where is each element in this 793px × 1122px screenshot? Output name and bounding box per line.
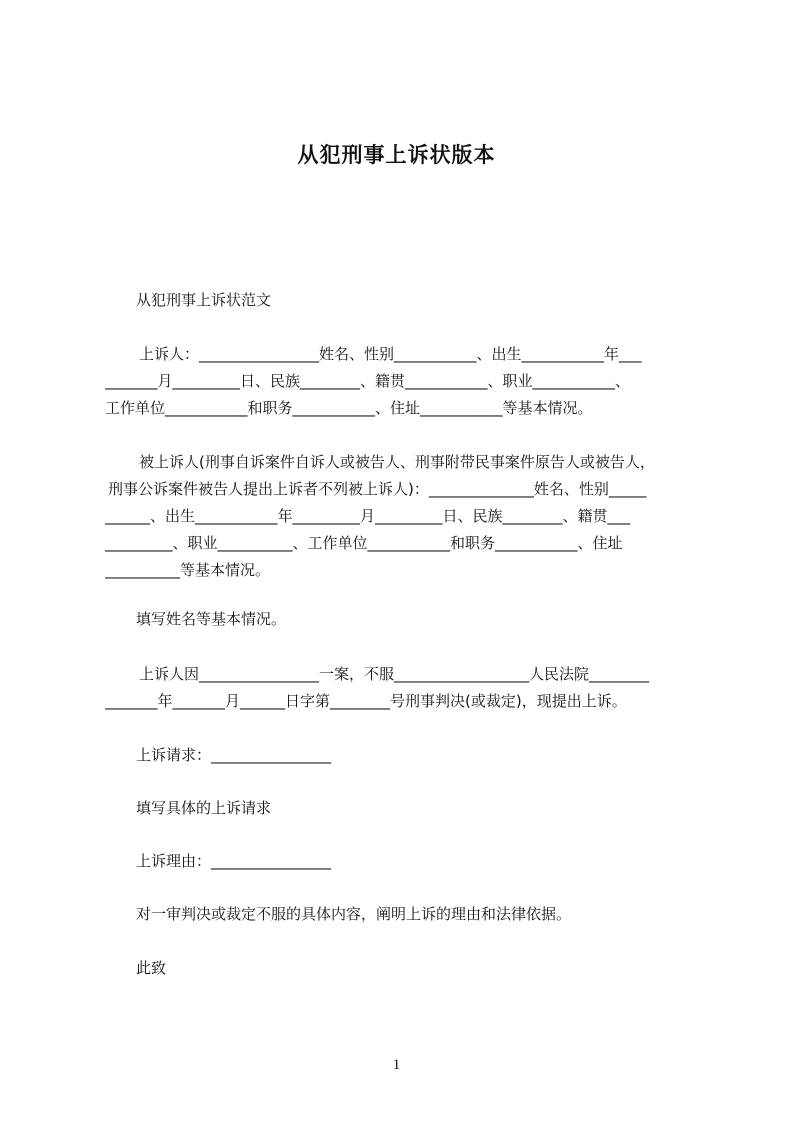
appellant-line-2: _______月_________日、民族________、籍贯___________、职业___________、	[105, 372, 631, 390]
grounds-description: 对一审判决或裁定不服的具体内容，阐明上诉的理由和法律依据。	[136, 905, 572, 923]
appeal-intro-line-1: 上诉人因________________一案，不服__________________人民法院________	[139, 665, 650, 683]
respondent-line-4: _________、职业__________、工作单位___________和职务___________、住址	[105, 534, 623, 552]
appellant-line-1: 上诉人：________________姓名、性别___________、出生___________年___	[139, 345, 642, 363]
document-subtitle: 从犯刑事上诉状范文	[136, 291, 272, 309]
fill-request-note: 填写具体的上诉请求	[136, 799, 272, 817]
fill-basic-info-note: 填写姓名等基本情况。	[136, 610, 287, 628]
respondent-line-5: __________等基本情况。	[105, 561, 271, 579]
appellant-line-3: 工作单位___________和职务___________、住址___________等基本情况。	[105, 399, 593, 417]
closing-text: 此致	[136, 959, 167, 977]
appeal-request-label: 上诉请求：________________	[136, 746, 332, 764]
document-title: 从犯刑事上诉状版本	[297, 143, 496, 167]
appeal-grounds-label: 上诉理由：________________	[136, 852, 332, 870]
page-number: 1	[392, 1057, 401, 1073]
respondent-line-3: ______、出生___________年_________月_________日、民族________、籍贯___	[105, 507, 631, 525]
appeal-intro-line-2: _______年_______月______日字第________号刑事判决(或裁定)，现提出上诉。	[105, 692, 627, 710]
respondent-line-1: 被上诉人(刑事自诉案件自诉人或被告人、刑事附带民事案件原告人或被告人，	[139, 453, 655, 471]
respondent-line-2: 刑事公诉案件被告人提出上诉者不列被上诉人)：______________姓名、性别_____	[108, 480, 647, 498]
